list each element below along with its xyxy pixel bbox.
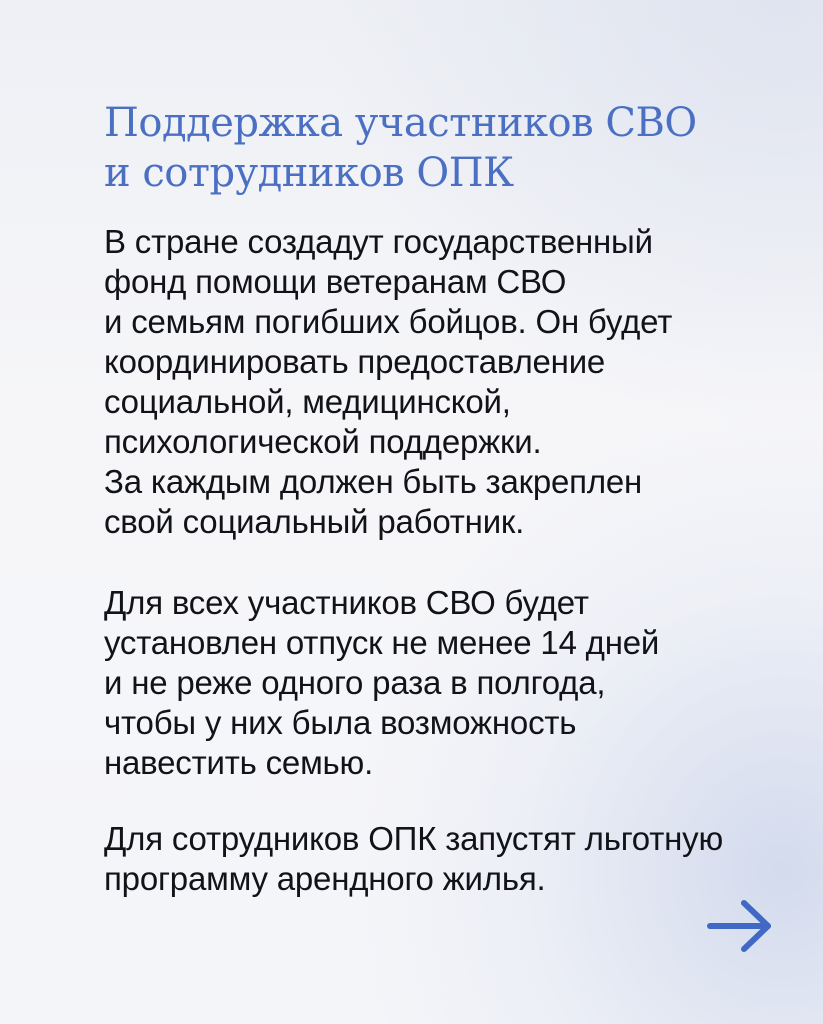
text-line: За каждым должен быть закреплен: [104, 463, 643, 500]
next-slide-button[interactable]: [706, 898, 774, 954]
text-line: Для сотрудников ОПК запустят льготную: [104, 820, 724, 857]
text-line: психологической поддержки.: [104, 423, 542, 460]
text-line: установлен отпуск не менее 14 дней: [104, 624, 660, 661]
text-line: навестить семью.: [104, 744, 374, 781]
paragraph-veterans-fund: [104, 222, 804, 542]
text-line: чтобы у них была возможность: [104, 704, 577, 741]
text-line: координировать предоставление: [104, 343, 606, 380]
slide-title: [104, 98, 784, 198]
text-line: и не реже одного раза в полгода,: [104, 664, 606, 701]
text-line: Для всех участников СВО будет: [104, 584, 589, 621]
text-line: свой социальный работник.: [104, 503, 525, 540]
text-line: фонд помощи ветеранам СВО: [104, 263, 567, 300]
text-line: программу арендного жилья.: [104, 860, 546, 897]
text-line: В стране создадут государственный: [104, 223, 653, 260]
title-line: Поддержка участников СВО: [104, 100, 697, 146]
text-line: и семьям погибших бойцов. Он будет: [104, 303, 673, 340]
paragraph-vacation: [104, 583, 804, 783]
arrow-right-icon: [706, 898, 774, 954]
paragraph-housing: [104, 819, 804, 899]
text-line: социальной, медицинской,: [104, 383, 511, 420]
title-line: и сотрудников ОПК: [104, 150, 514, 196]
